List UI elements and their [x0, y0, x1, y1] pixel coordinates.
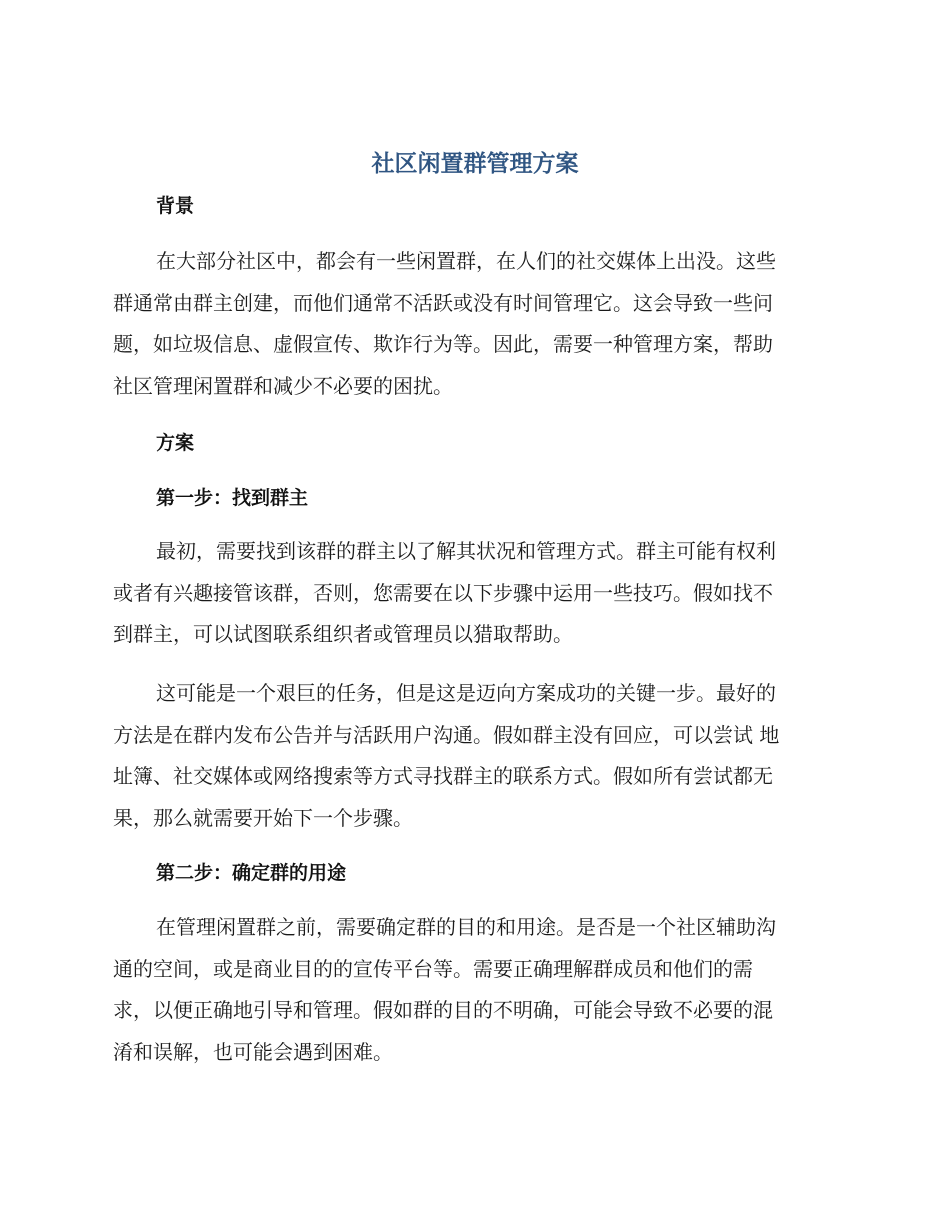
paragraph-line: 群通常由群主创建，而他们通常不活跃或没有时间管理它。这会导致一些问 [113, 290, 773, 315]
background-paragraph [113, 241, 835, 407]
paragraph-line: 社区管理闲置群和减少不必要的困扰。 [113, 373, 453, 398]
paragraph-line: 址簿、社交媒体或网络搜索等方式寻找群主的联系方式。假如所有尝试都无 [113, 764, 773, 788]
paragraph-line: 到群主，可以试图联系组织者或管理员以猎取帮助。 [113, 622, 573, 646]
paragraph-line: 这可能是一个艰巨的任务，但是这是迈向方案成功的关键一步。最好的 [156, 681, 776, 705]
section-heading-step1: 第一步：找到群主 [156, 487, 309, 509]
section-heading-background: 背景 [156, 195, 195, 217]
step1-paragraph-2 [113, 673, 835, 839]
paragraph-line: 通的空间，或是商业目的的宣传平台等。需要正确理解群成员和他们的需 [113, 956, 753, 981]
step2-paragraph [113, 907, 835, 1073]
section-heading-step2: 第二步：确定群的用途 [156, 862, 347, 884]
paragraph-line: 题，如垃圾信息、虚假宣传、欺诈行为等。因此，需要一种管理方案，帮助 [113, 332, 773, 356]
paragraph-line: 淆和误解，也可能会遇到困难。 [113, 1039, 393, 1064]
paragraph-line: 求，以便正确地引导和管理。假如群的目的不明确，可能会导致不必要的混 [113, 998, 773, 1022]
section-heading-plan: 方案 [156, 432, 195, 454]
paragraph-line: 方法是在群内发布公告并与活跃用户沟通。假如群主没有回应，可以尝试 地 [113, 722, 780, 747]
step1-paragraph-1 [113, 531, 835, 656]
paragraph-line: 或者有兴趣接管该群，否则，您需要在以下步骤中运用一些技巧。假如找不 [113, 580, 773, 605]
paragraph-line: 最初，需要找到该群的群主以了解其状况和管理方式。群主可能有权利 [156, 539, 776, 563]
paragraph-line: 在大部分社区中，都会有一些闲置群，在人们的社交媒体上出没。这些 [156, 249, 776, 273]
paragraph-line: 在管理闲置群之前，需要确定群的目的和用途。是否是一个社区辅助沟 [156, 915, 776, 939]
paragraph-line: 果，那么就需要开始下一个步骤。 [113, 805, 413, 830]
document-title: 社区闲置群管理方案 [371, 151, 579, 177]
